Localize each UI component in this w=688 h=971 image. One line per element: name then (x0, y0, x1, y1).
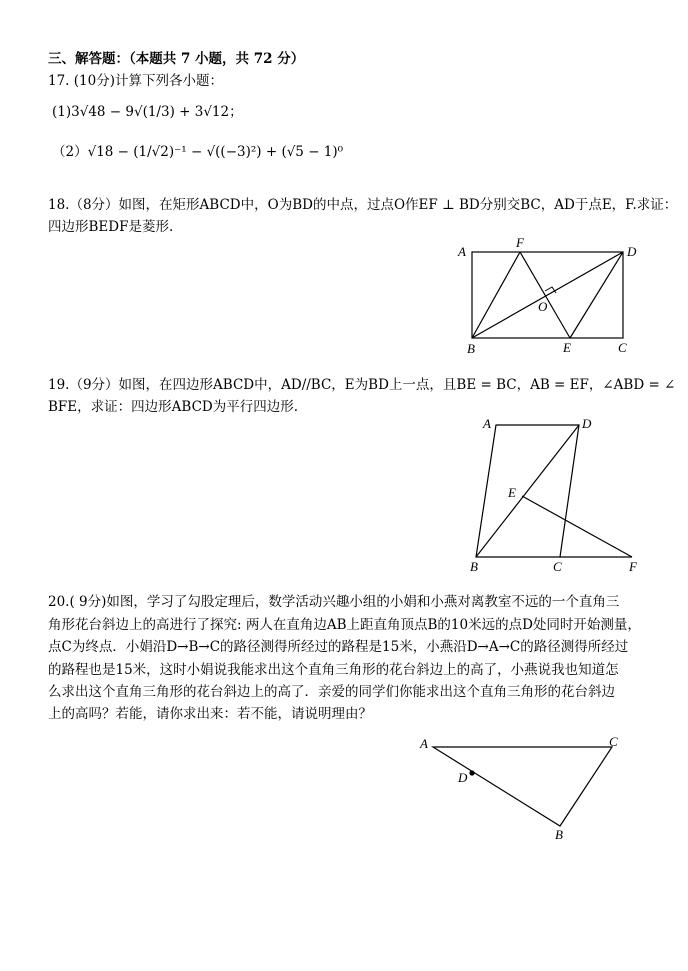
label-c: C (618, 340, 627, 355)
q17-part1-label: (1) (52, 104, 72, 120)
q17-stem: 17. (10分)计算下列各小题： (48, 73, 223, 89)
q18-line1: 18.（8分）如图，在矩形ABCD中，O为BD的中点，过点O作EF ⊥ BD分别交BC，AD于点E，F.求证： (48, 197, 678, 213)
q20-line3: 点C为终点．小娟沿D→B→C的路径测得所经过的路程是15米，小燕沿D→A→C的路径测得所经过 (48, 639, 629, 655)
q17-part1 (52, 103, 243, 121)
label-d: D (582, 416, 592, 431)
label-a: A (483, 416, 491, 431)
q17-part2-label: （2） (52, 144, 88, 160)
label-c: C (553, 559, 562, 574)
label-f: F (516, 235, 524, 250)
q19-line1: 19.（9分）如图，在四边形ABCD中，AD//BC，E为BD上一点，且BE = BC，AB = EF，∠ABD = ∠ (48, 377, 676, 393)
q19-line2: BFE，求证：四边形ABCD为平行四边形. (48, 399, 299, 415)
q17-part1-expr: 3√48 − 9√(1/3) + 3√12； (71, 104, 243, 120)
q20-line4: 的路程也是15米，这时小娟说我能求出这个直角三角形的花台斜边上的高了，小燕说我也知道怎 (48, 662, 619, 678)
segment-bf (472, 252, 520, 338)
section-title: 三、解答题：（本题共 7 小题，共 72 分） (48, 51, 305, 67)
label-d: D (627, 244, 637, 259)
label-b: B (555, 827, 563, 842)
label-a: A (458, 244, 466, 259)
label-a: A (420, 736, 428, 751)
label-e: E (563, 340, 571, 355)
diagonal-bd (472, 252, 623, 338)
segment-fe (520, 252, 570, 338)
q17-part2-expr: √18 − (1/√2)⁻¹ − √((−3)²) + (√5 − 1)⁰ (87, 144, 344, 160)
q20-line2: 角形花台斜边上的高进行了探究: 两人在直角边AB上距直角顶点B的10米远的点D处同时开始测量， (48, 617, 641, 633)
label-e: E (508, 485, 516, 500)
q18-line2: 四边形BEDF是菱形. (48, 219, 174, 235)
q20-line1: 20.( 9分)如图，学习了勾股定理后，数学活动兴趣小组的小娟和小燕对离教室不远的一个直角三 (48, 594, 620, 610)
q17-part2 (52, 143, 343, 161)
q20-figure (415, 730, 630, 845)
q20-line6: 上的高吗？若能，请你求出来：若不能，请说明理由？ (48, 706, 372, 722)
label-f: F (629, 559, 637, 574)
q19-figure (460, 410, 650, 580)
label-d: D (458, 770, 468, 785)
point-d (469, 770, 474, 775)
segment-ef (522, 496, 632, 557)
q18-figure (450, 235, 650, 360)
label-c: C (609, 734, 618, 749)
right-angle-mark (545, 287, 556, 293)
diagonal-bd (476, 425, 579, 557)
label-o: O (538, 299, 548, 314)
label-b: B (467, 341, 475, 356)
q20-line5: 么求出这个直角三角形的花台斜边上的高了．亲爱的同学们你能求出这个直角三角形的花台斜边 (48, 684, 615, 700)
label-b: B (470, 559, 478, 574)
triangle-abc (433, 747, 612, 826)
segment-ed (570, 252, 623, 338)
